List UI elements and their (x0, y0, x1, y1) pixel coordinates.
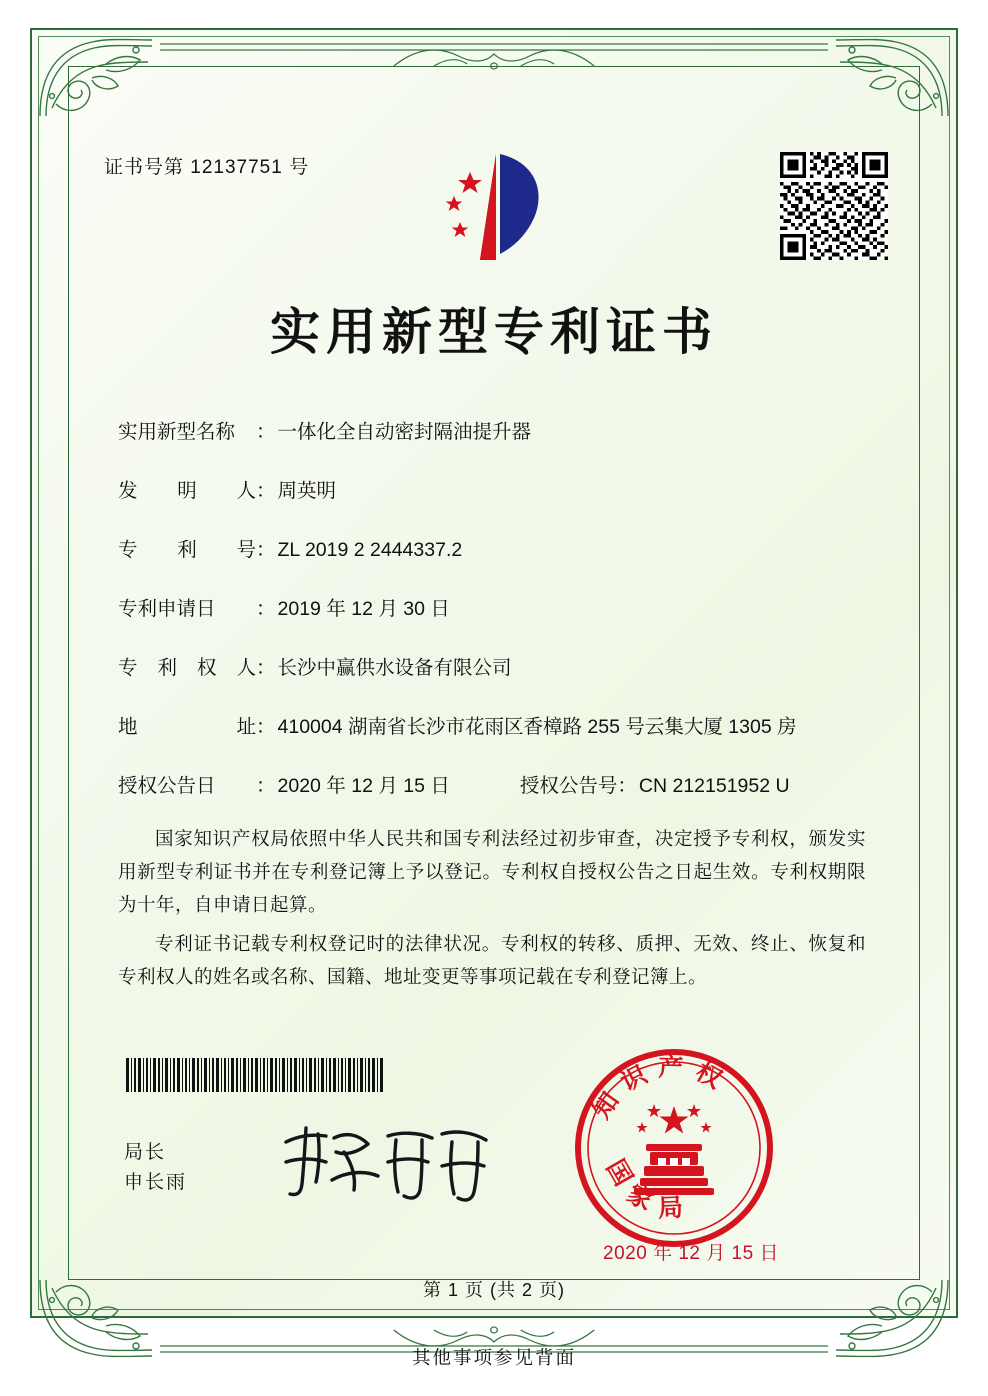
page-title: 实用新型专利证书 (270, 303, 718, 361)
field-label: 实用新型名称 (118, 421, 236, 443)
field-value: 长沙中赢供水设备有限公司 (277, 657, 512, 679)
field-colon: ： (256, 421, 276, 443)
legal-text-section (118, 822, 866, 999)
field-colon: ： (256, 539, 276, 561)
handwritten-signature (272, 1118, 502, 1204)
field-application-date (118, 593, 878, 621)
field-value: ZL 2019 2 2444337.2 (277, 539, 463, 561)
field-value: 2019 年 12 月 30 日 (277, 598, 450, 620)
director-name: 申长雨 (124, 1172, 188, 1193)
field-label: 专 利 号 (118, 539, 256, 561)
field-grant-announcement (118, 770, 878, 798)
field-address (118, 711, 878, 739)
qr-code (780, 152, 888, 260)
signature-block (124, 1138, 187, 1198)
field-value: 一体化全自动密封隔油提升器 (277, 421, 532, 443)
field-label: 专利申请日 (118, 598, 216, 620)
field-colon: ： (256, 598, 276, 620)
page-indicator: 第 1 页 (共 2 页) (422, 1280, 565, 1300)
field-label: 专 利 权 人 (118, 657, 256, 679)
field-inventor (118, 475, 878, 503)
director-label: 局长 (124, 1142, 167, 1163)
field-colon: ： (256, 775, 276, 797)
grant-date-value: 2020 年 12 月 15 日 (277, 775, 450, 797)
paragraph-register-statement: 专利证书记载专利权登记时的法律状况。专利权的转移、质押、无效、终止、恢复和专利权人的姓名或名称、国籍、地址变更等事项记载在专利登记簿上。 (118, 933, 866, 987)
field-patentee (118, 652, 878, 680)
svg-text:知识产权: 知识产权 (586, 1052, 736, 1124)
field-colon: ： (256, 480, 276, 502)
grant-number-label: 授权公告号 (519, 775, 618, 797)
field-colon: ： (256, 657, 276, 679)
field-value: 周英明 (277, 480, 337, 502)
grant-number-value: CN 212151952 U (638, 775, 790, 797)
field-label: 地 址 (118, 716, 256, 738)
barcode (126, 1058, 384, 1092)
fields-section (118, 416, 878, 829)
field-utility-model-name (118, 416, 878, 444)
official-red-seal (572, 1046, 776, 1250)
field-value: 410004 湖南省长沙市花雨区香樟路 255 号云集大厦 1305 房 (277, 716, 797, 738)
certificate-number: 证书号第 12137751 号 (104, 157, 310, 178)
paragraph-grant-statement: 国家知识产权局依照中华人民共和国专利法经过初步审查，决定授予专利权，颁发实用新型专利证书并在专利登记簿上予以登记。专利权自授权公告之日起生效。专利权期限为十年，自申请日起算。 (118, 828, 866, 915)
field-patent-number (118, 534, 878, 562)
field-label: 发 明 人 (118, 480, 256, 502)
back-side-note: 其他事项参见背面 (411, 1347, 576, 1368)
field-colon: ： (617, 775, 637, 797)
seal-date: 2020 年 12 月 15 日 (603, 1243, 779, 1264)
cnipa-logo (430, 148, 560, 266)
field-colon: ： (256, 716, 276, 738)
svg-text:国家局: 国家局 (600, 1154, 696, 1223)
grant-date-label: 授权公告日 (118, 775, 216, 797)
